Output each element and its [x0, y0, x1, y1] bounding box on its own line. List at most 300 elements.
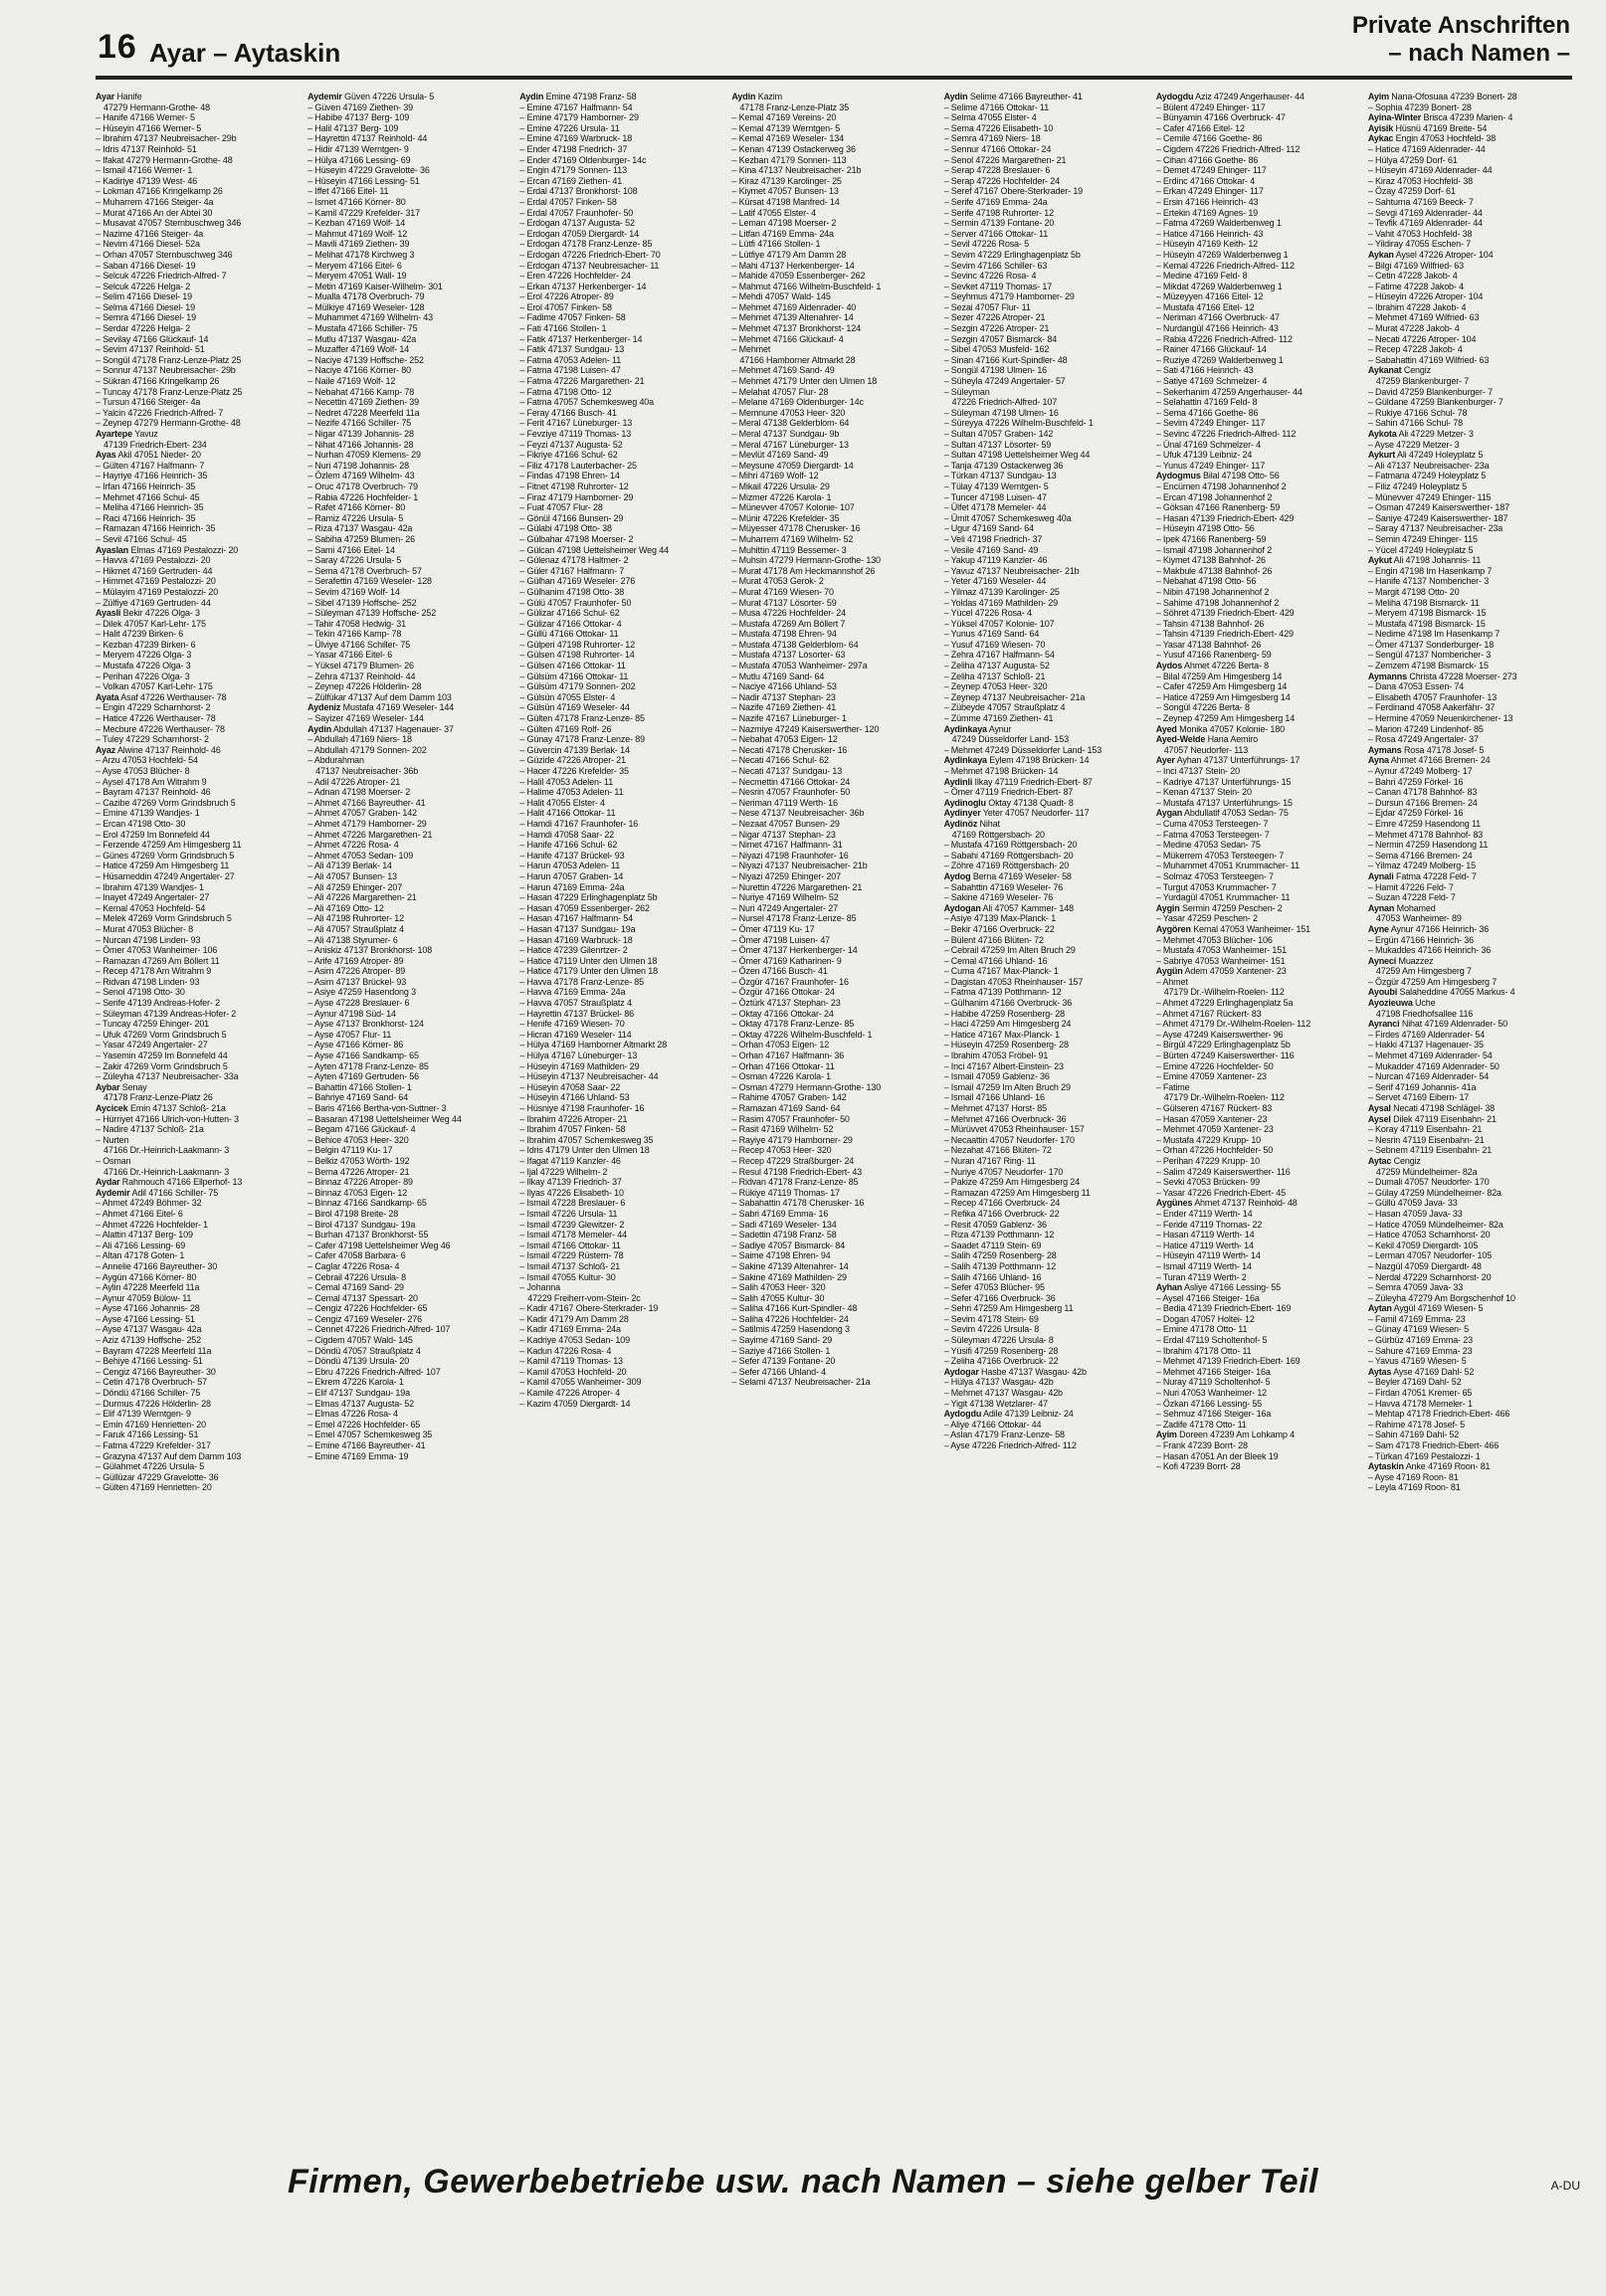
entry-details: 47259 Blankenburger- 7: [1375, 376, 1470, 387]
directory-entry: [1156, 1420, 1360, 1431]
directory-entry: [1368, 576, 1572, 587]
entry-details: – Emine 47226 Hochfelder- 50: [1155, 1060, 1274, 1071]
entry-details: – Erdogan 47178 Franz-Lenze- 85: [519, 239, 653, 250]
directory-entry: [307, 566, 511, 577]
entry-surname: Ayaz: [96, 744, 116, 755]
directory-entry: [519, 1230, 723, 1241]
entry-details: – Sehri 47259 Am Himgesberg 11: [943, 1303, 1074, 1314]
directory-entry: [731, 1030, 935, 1041]
entry-details: – Yurdagül 47051 Krummacher- 11: [1155, 892, 1291, 903]
entry-details: – Solmaz 47053 Tersteegen- 7: [1155, 870, 1274, 881]
entry-details: – Engin 47229 Scharnhorst- 2: [96, 702, 211, 713]
directory-entry: [519, 1092, 723, 1103]
entry-details: – Gülenaz 47178 Haltmer- 2: [519, 555, 629, 566]
entry-details: – Mustafa 47053 Wanheimer- 151: [1155, 945, 1287, 956]
directory-entry: [1156, 1177, 1360, 1188]
entry-details: – Ahmet 47166 Bayreuther- 41: [307, 797, 426, 808]
entry-details: – Mustafa 47198 Bismarck- 15: [1367, 618, 1486, 629]
directory-entry: [307, 1250, 511, 1261]
entry-details: – Ahmet 47179 Dr.-Wilhelm-Roelen- 112: [1155, 1019, 1311, 1030]
entry-details: Rahmouch 47166 Ellperhof- 13: [121, 1177, 243, 1188]
directory-entry: [944, 871, 1148, 882]
directory-entry: [731, 702, 935, 713]
entry-details: – Harun 47057 Graben- 14: [519, 870, 624, 881]
entry-details: – Metin 47169 Kaiser-Wilhelm- 301: [307, 281, 443, 291]
entry-details: – Kezban 47239 Birken- 6: [96, 639, 196, 650]
entry-details: – David 47259 Blankenburger- 7: [1367, 386, 1493, 397]
entry-details: – Sadiye 47057 Bismarck- 84: [731, 1240, 845, 1250]
entry-details: – Hicran 47169 Weseler- 114: [519, 1029, 632, 1040]
directory-entry: [519, 935, 723, 946]
directory-entry: [1156, 671, 1360, 682]
directory-entry: [1368, 450, 1572, 461]
directory-entry: [1156, 977, 1360, 988]
entry-details: – Züleyha 47137 Neubreisacher- 33a: [96, 1071, 239, 1082]
directory-entry: [96, 123, 300, 134]
directory-entry: [96, 334, 300, 345]
directory-entry: [307, 1451, 511, 1462]
entry-details: – Murat 47053 Gerok- 2: [731, 576, 824, 587]
directory-entry: [944, 1040, 1148, 1051]
entry-details: – Ufuk 47269 Vorm Grindsbruch 5: [96, 1029, 227, 1040]
entry-details: – Meryem 47051 Wall- 19: [307, 271, 407, 282]
entry-details: – Findas 47198 Ehren- 14: [519, 471, 620, 481]
directory-entry: [96, 830, 300, 841]
entry-details: – Hatice 47167 Max-Planck- 1: [943, 1029, 1060, 1040]
entry-details: – Abdullah 47179 Sonnen- 202: [307, 744, 427, 755]
directory-entry: [944, 977, 1148, 988]
directory-entry: [307, 502, 511, 513]
entry-details: Engin 47053 Hochfeld- 38: [1395, 133, 1497, 144]
directory-entry: [307, 861, 511, 871]
entry-details: – Aniskiz 47137 Bronkhorst- 108: [307, 945, 433, 956]
directory-entry: [307, 365, 511, 376]
entry-details: Nihat: [979, 818, 1000, 829]
entry-details: – Emine 47169 Warbruck- 18: [519, 133, 633, 144]
directory-entry: [944, 755, 1148, 766]
entry-details: – Selcuk 47226 Friedrich-Alfred- 7: [96, 271, 227, 282]
directory-entry: [96, 1124, 300, 1135]
entry-details: – Mustafa 47137 Unterführungs- 15: [1155, 797, 1293, 808]
entry-details: – Söhret 47139 Friedrich-Ebert- 429: [1155, 608, 1295, 619]
directory-entry: [731, 1241, 935, 1251]
directory-entry: [519, 1399, 723, 1410]
entry-details: – Inayet 47249 Angertaler- 27: [96, 892, 210, 903]
entry-details: – Emre 47259 Hasendong 11: [1367, 818, 1482, 829]
entry-details: – Inci 47137 Stein- 20: [1155, 766, 1240, 776]
entry-details: – Ömer 47169 Katharinen- 9: [731, 955, 842, 966]
directory-entry: [1156, 861, 1360, 871]
directory-entry: [1156, 291, 1360, 302]
entry-details: – Tahsin 47139 Friedrich-Ebert- 429: [1155, 629, 1294, 640]
entry-details: – Melane 47169 Oldenburger- 14c: [731, 397, 864, 408]
entry-details: – Güvercin 47139 Berlak- 14: [519, 744, 630, 755]
directory-entry: [1368, 1082, 1572, 1093]
entry-details: – Göksan 47166 Ranenberg- 59: [1155, 502, 1281, 513]
directory-entry: [731, 112, 935, 123]
directory-entry: [307, 1030, 511, 1041]
entry-surname: Ayisik: [1367, 122, 1394, 133]
directory-entry: [307, 92, 511, 102]
directory-entry: [307, 1019, 511, 1030]
entry-surname: Aydinöz: [943, 818, 978, 829]
directory-entry: [944, 1272, 1148, 1283]
directory-entry: [519, 408, 723, 419]
entry-details: – Emine 47167 Halfmann- 54: [519, 101, 633, 112]
entry-details: – Eren 47226 Hochfelder- 24: [519, 271, 631, 282]
directory-entry: [96, 1030, 300, 1041]
directory-entry: [96, 1009, 300, 1020]
entry-surname: Aygan: [1155, 808, 1183, 819]
entry-details: – Zeliha 47137 Schloß- 21: [943, 670, 1046, 681]
entry-details: – Sefer 47166 Uhland- 4: [731, 1366, 827, 1377]
directory-entry: [944, 197, 1148, 208]
entry-details: – Mehmet 47139 Altenahrer- 14: [731, 312, 854, 323]
directory-entry: [944, 1177, 1148, 1188]
directory-entry: [1368, 1145, 1572, 1156]
directory-entry: [944, 798, 1148, 809]
entry-details: – Nermin 47259 Hasendong 11: [1367, 840, 1489, 851]
directory-entry: [307, 1261, 511, 1272]
directory-entry: [307, 1156, 511, 1167]
directory-entry: [519, 365, 723, 376]
directory-entry: [1156, 998, 1360, 1009]
directory-entry: [731, 755, 935, 766]
entry-details: – Ercan 47169 Ziethen- 41: [519, 175, 623, 186]
directory-entry: [944, 892, 1148, 903]
entry-details: – Sevim 47169 Wolf- 14: [307, 586, 400, 597]
entry-details: – Nursel 47178 Franz-Lenze- 85: [731, 913, 857, 924]
directory-entry: [96, 966, 300, 977]
directory-entry: [307, 1314, 511, 1325]
directory-entry: [1156, 555, 1360, 566]
directory-entry: [944, 534, 1148, 545]
directory-entry: [731, 133, 935, 144]
directory-entry: [307, 461, 511, 472]
entry-surname: Ayneci: [1367, 955, 1397, 966]
entry-details: – Nimet 47167 Halfmann- 31: [731, 840, 843, 851]
directory-entry: [1368, 650, 1572, 661]
directory-entry: [944, 502, 1148, 513]
directory-entry: [1156, 892, 1360, 903]
entry-details: – Grazyna 47137 Auf dem Damm 103: [96, 1450, 242, 1461]
entry-details: – Turgut 47053 Krummacher- 7: [1155, 881, 1277, 892]
directory-entry: [1368, 323, 1572, 334]
directory-entry: [307, 1420, 511, 1431]
entry-details: – Sevil 47226 Rosa- 5: [943, 239, 1029, 250]
directory-entry: [731, 1230, 935, 1241]
directory-entry: [96, 471, 300, 481]
entry-details: – Sam 47178 Friedrich-Ebert- 466: [1367, 1440, 1500, 1450]
entry-details: – Ayse 47053 Blücher- 8: [96, 766, 190, 776]
directory-entry: [519, 1261, 723, 1272]
directory-entry: [519, 418, 723, 429]
directory-entry: [1368, 1188, 1572, 1199]
entry-surname: Ayim: [1155, 1430, 1177, 1440]
directory-entry: [1156, 692, 1360, 703]
entry-details: – Nurettin 47226 Margarethen- 21: [731, 881, 863, 892]
directory-entry: [1156, 123, 1360, 134]
entry-details: – Yasar 47166 Eitel- 6: [307, 650, 393, 661]
directory-entry: [96, 1451, 300, 1462]
entry-surname: Aydin: [307, 723, 332, 734]
directory-entry: [307, 956, 511, 967]
entry-details: – Osman 47279 Hermann-Grothe- 130: [731, 1081, 882, 1092]
entry-details: – Bayram 47137 Reinhold- 46: [96, 787, 211, 798]
directory-entry: [944, 640, 1148, 651]
entry-details: – Tekin 47166 Kamp- 78: [307, 629, 402, 640]
entry-details: – Ismail 47259 Im Alten Bruch 29: [943, 1081, 1071, 1092]
entry-surname: Aydogdu: [943, 1409, 982, 1420]
directory-entry: [307, 291, 511, 302]
entry-details: – Ruziye 47269 Walderbenweg 1: [1155, 354, 1284, 365]
directory-entry: [96, 355, 300, 366]
entry-details: – Ramazan 47259 Am Himgesberg 11: [943, 1187, 1091, 1198]
entry-details: – Songül 47198 Ulmen- 16: [943, 365, 1048, 376]
directory-entry: [96, 112, 300, 123]
directory-entry: [944, 1314, 1148, 1325]
entry-details: – Saray 47226 Ursula- 5: [307, 555, 402, 566]
directory-entry: [1368, 1440, 1572, 1451]
directory-entry: [1368, 155, 1572, 166]
directory-entry: [96, 1071, 300, 1082]
directory-entry: [1368, 271, 1572, 282]
entry-details: – Salih 47139 Potthmann- 12: [943, 1260, 1057, 1271]
entry-details: – Habibe 47259 Rosenberg- 28: [943, 1008, 1065, 1019]
entry-details: – Dogan 47057 Holtei- 12: [1155, 1313, 1255, 1324]
directory-entry: [1156, 640, 1360, 651]
directory-entry: [731, 440, 935, 451]
entry-details: Selime 47166 Bayreuther- 41: [969, 92, 1083, 101]
entry-details: – Elmas 47137 Augusta- 52: [307, 1398, 414, 1409]
entry-details: – Ülviye 47166 Schiller- 75: [307, 639, 411, 650]
directory-entry: [1156, 1124, 1360, 1135]
entry-details: – Kadir 47167 Obere-Sterkrader- 19: [519, 1303, 659, 1314]
entry-details: – Muhsin 47279 Hermann-Grothe- 130: [731, 555, 881, 566]
directory-entry: [307, 650, 511, 661]
entry-details: – Sevket 47119 Thomas- 17: [943, 281, 1053, 291]
directory-entry: [1156, 650, 1360, 661]
directory-entry: [731, 1303, 935, 1314]
directory-entry: [1368, 502, 1572, 513]
entry-details: – Saniye 47249 Kaiserswerther- 187: [1367, 512, 1508, 523]
entry-details: – Ijal 47229 Wilhelm- 2: [519, 1166, 608, 1177]
entry-details: – Kemal 47226 Friedrich-Alfred- 112: [1155, 260, 1295, 271]
directory-entry: [1156, 133, 1360, 144]
entry-details: 47053 Wanheimer- 89: [1375, 913, 1462, 924]
directory-entry: [307, 1145, 511, 1156]
directory-entry: [944, 713, 1148, 724]
entry-details: Aziz 47249 Angerhauser- 44: [1195, 92, 1305, 101]
entry-details: – Baris 47166 Bertha-von-Suttner- 3: [307, 1103, 447, 1113]
directory-entry: [96, 312, 300, 323]
entry-details: Ali 47198 Johannis- 11: [1393, 555, 1482, 566]
directory-entry: [96, 766, 300, 777]
entry-details: – Makbule 47138 Bahnhof- 26: [1155, 565, 1273, 576]
directory-entry: [731, 376, 935, 387]
directory-entry: [944, 671, 1148, 682]
entry-surname: Ayas: [96, 450, 116, 461]
entry-details: – Haci 47259 Am Himgesberg 24: [943, 1019, 1072, 1030]
entry-details: – Süleyman 47198 Ulmen- 16: [943, 407, 1059, 418]
directory-entry: [1368, 1293, 1572, 1304]
entry-details: – Aynur 47198 Süd- 14: [307, 1008, 396, 1019]
entry-surname: Aykanat: [1367, 365, 1402, 376]
entry-details: – Belgin 47119 Ku- 17: [307, 1145, 393, 1156]
directory-entry: [96, 608, 300, 619]
entry-details: – Nezife 47166 Schiller- 75: [307, 418, 412, 429]
directory-entry: [307, 713, 511, 724]
directory-entry: [1156, 429, 1360, 440]
directory-entry: [307, 1114, 511, 1125]
entry-details: – Nebahat 47198 Otto- 56: [1155, 576, 1257, 587]
directory-entry: [1368, 777, 1572, 788]
entry-details: – Sophia 47239 Bonert- 28: [1367, 101, 1472, 112]
directory-entry: [519, 502, 723, 513]
directory-entry: [1368, 1209, 1572, 1220]
entry-details: – Rasim 47057 Fraunhofer- 50: [731, 1113, 850, 1124]
directory-entry: [96, 250, 300, 261]
entry-details: – Bayram 47228 Meerfeld 11a: [96, 1345, 212, 1356]
directory-entry: [96, 724, 300, 735]
directory-entry: [1156, 440, 1360, 451]
entry-details: – Ömer 47119 Ku- 17: [731, 923, 815, 934]
directory-entry: [307, 418, 511, 429]
directory-entry: [307, 1335, 511, 1346]
directory-entry: [944, 144, 1148, 155]
entry-details: – Sebnem 47119 Eisenbahn- 21: [1367, 1145, 1493, 1156]
directory-entry: [1156, 312, 1360, 323]
directory-entry: [1156, 208, 1360, 219]
directory-entry: [1368, 882, 1572, 893]
directory-entry: [1368, 239, 1572, 250]
directory-entry: [1156, 956, 1360, 967]
entry-details: – Necaattin 47057 Neudorfer- 170: [943, 1134, 1075, 1145]
entry-details: – Saziye 47166 Stollen- 1: [731, 1345, 831, 1356]
entry-details: – Fatma 47229 Krefelder- 317: [96, 1440, 211, 1450]
entry-details: – Ahmet 47053 Sedan- 109: [307, 850, 414, 861]
entry-surname: Aydog: [943, 870, 971, 881]
directory-entry: [731, 587, 935, 598]
entry-details: – Halil 47053 Adelen- 11: [519, 776, 614, 787]
directory-entry: [1368, 924, 1572, 935]
entry-details: – Sati 47166 Heinrich- 43: [1155, 365, 1254, 376]
directory-entry: [731, 713, 935, 724]
entry-details: – Mizmer 47226 Karola- 1: [731, 491, 832, 502]
entry-details: – Bilal 47259 Am Himgesberg 14: [1155, 670, 1283, 681]
directory-entry: [96, 534, 300, 545]
entry-details: Aynur 47166 Heinrich- 36: [1390, 923, 1490, 934]
entry-details: – Hülya 47169 Hamborner Altmarkt 28: [519, 1040, 668, 1051]
entry-details: – Kamile 47226 Atroper- 4: [519, 1388, 621, 1399]
entry-details: – Serife 47198 Ruhrorter- 12: [943, 207, 1054, 218]
directory-entry: [731, 851, 935, 861]
entry-details: – Filiz 47178 Lauterbacher- 25: [519, 460, 637, 471]
entry-details: – Fatik 47137 Sundgau- 13: [519, 344, 625, 355]
directory-entry: [1368, 819, 1572, 830]
entry-details: – Sehmuz 47166 Steiger- 16a: [1155, 1409, 1272, 1420]
entry-details: Abdullah 47137 Hagenauer- 37: [332, 723, 454, 734]
directory-entry: [1368, 724, 1572, 735]
entry-details: – Ali 47138 Styrumer- 6: [307, 934, 398, 945]
entry-details: – Mehmet 47198 Brücken- 14: [943, 766, 1059, 776]
directory-entry: [96, 523, 300, 534]
entry-details: – Günay 47178 Franz-Lenze- 89: [519, 734, 646, 745]
directory-entry: [1368, 112, 1572, 123]
directory-entry: [519, 566, 723, 577]
directory-entry: [1368, 123, 1572, 134]
directory-entry: [96, 1472, 300, 1483]
entry-details: – Semin 47249 Ehinger- 115: [1367, 533, 1478, 544]
entry-surname: Ayina-Winter: [1367, 112, 1422, 123]
directory-entry: [519, 777, 723, 788]
directory-entry: [1368, 165, 1572, 176]
entry-details: – Koray 47119 Eisenbahn- 21: [1367, 1124, 1483, 1135]
entry-details: Necati 47198 Schlägel- 38: [1393, 1103, 1495, 1113]
directory-entry: [519, 440, 723, 451]
entry-details: 47259 Mündelheimer- 82a: [1375, 1166, 1478, 1177]
directory-entry: [519, 239, 723, 250]
entry-details: – Gülperi 47198 Ruhrorter- 12: [519, 639, 635, 650]
directory-entry: [519, 218, 723, 229]
entry-details: 47166 Hamborner Altmarkt 28: [739, 354, 856, 365]
entry-details: – Özgür 47259 Am Himgesberg 7: [1367, 976, 1498, 987]
entry-details: – Elisabeth 47057 Fraunhofer- 13: [1367, 691, 1498, 702]
entry-details: – Sahin 47166 Schul- 78: [1367, 418, 1463, 429]
entry-details: – Hasan 47139 Friedrich-Ebert- 429: [1155, 512, 1295, 523]
entry-details: – Hüseyin 47137 Neubreisacher- 44: [519, 1071, 659, 1082]
entry-details: – Harun 47169 Emma- 24a: [519, 881, 625, 892]
directory-entry: [731, 892, 935, 903]
directory-entry: [96, 1335, 300, 1346]
entry-details: – Necmettin 47166 Ottokar- 24: [731, 776, 851, 787]
entry-details: – Günes 47269 Vorm Grindsbruch 5: [96, 850, 235, 861]
directory-entry: [96, 197, 300, 208]
directory-entry: [1156, 713, 1360, 724]
entry-details: Doreen 47239 Am Lohkamp 4: [1179, 1430, 1295, 1440]
directory-entry: [96, 102, 300, 113]
entry-details: – Yücel 47226 Rosa- 4: [943, 608, 1032, 619]
entry-details: – Adnan 47198 Moerser- 2: [307, 787, 411, 798]
directory-entry: [519, 861, 723, 871]
directory-entry: [96, 1367, 300, 1378]
directory-entry: [1156, 787, 1360, 798]
directory-entry: [307, 830, 511, 841]
directory-entry: [1156, 144, 1360, 155]
entry-details: – Nese 47137 Neubreisacher- 36b: [731, 808, 865, 819]
entry-details: – Sevgi 47169 Aldenrader- 44: [1367, 207, 1483, 218]
directory-entry: [944, 1241, 1148, 1251]
directory-entry: [1368, 977, 1572, 988]
directory-entry: [944, 598, 1148, 609]
directory-entry: [731, 282, 935, 292]
entry-details: – Ibrahim 47057 Finken- 58: [519, 1124, 626, 1135]
entry-details: – Emel 47226 Hochfelder- 65: [307, 1419, 421, 1430]
directory-entry: [731, 1092, 935, 1103]
entry-details: – Filiz 47249 Holeyplatz 5: [1367, 480, 1468, 491]
entry-details: – Serafettin 47169 Weseler- 128: [307, 576, 432, 587]
entry-details: – Murat 47169 Wiesen- 70: [731, 586, 834, 597]
entry-details: – Kamil 47053 Hochfeld- 20: [519, 1366, 627, 1377]
directory-entry: [519, 1241, 723, 1251]
entry-details: – Gülizar 47166 Schul- 62: [519, 608, 620, 619]
directory-entry: [944, 1303, 1148, 1314]
entry-details: – Birol 47198 Breite- 28: [307, 1208, 399, 1219]
directory-entry: [519, 882, 723, 893]
directory-entry: [1368, 1040, 1572, 1051]
directory-entry: [1368, 861, 1572, 871]
directory-entry: [1368, 945, 1572, 956]
